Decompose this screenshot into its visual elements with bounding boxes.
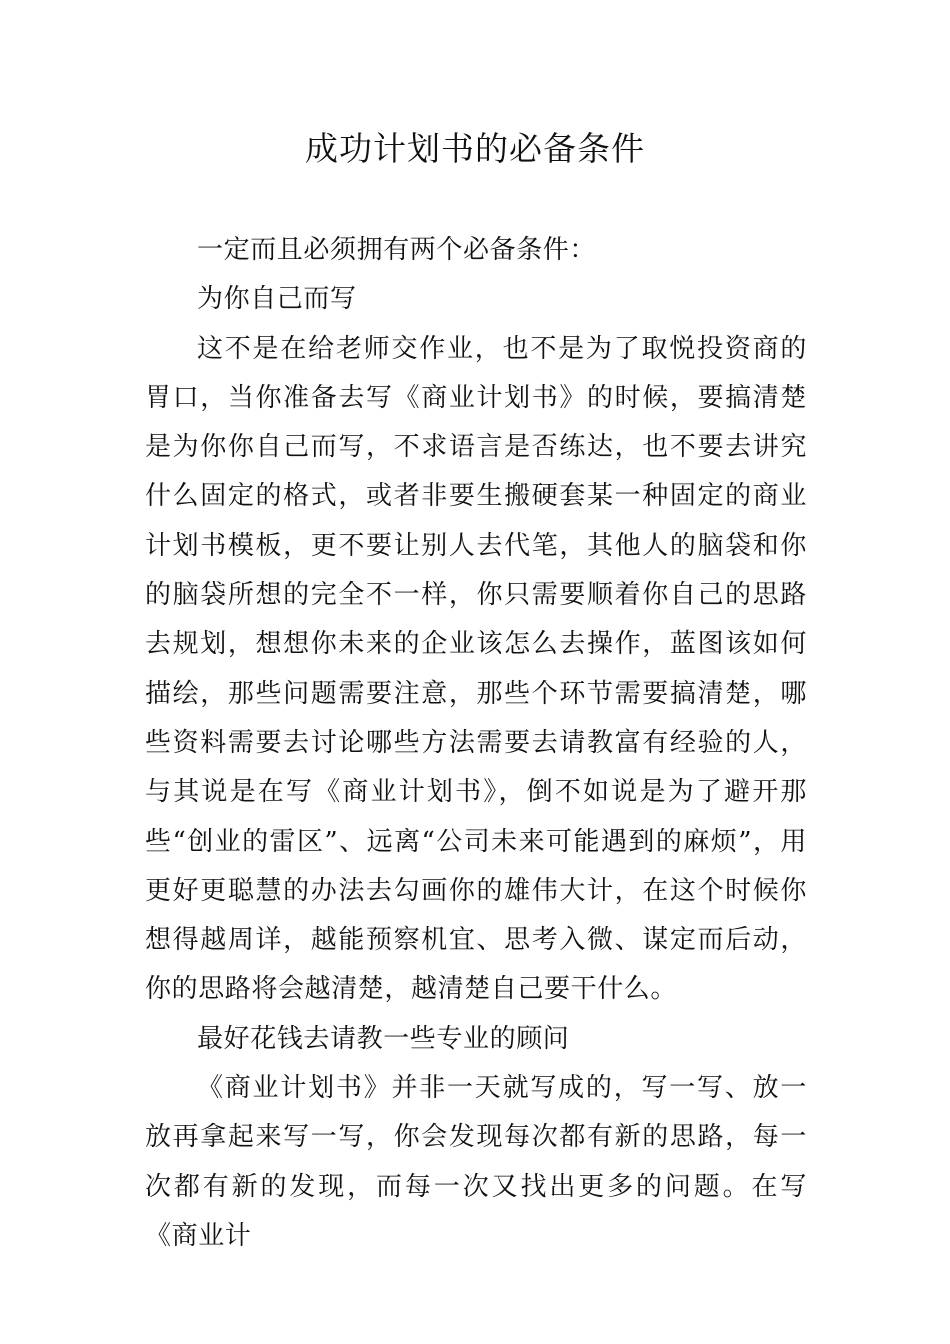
section-heading-write-for-yourself: 为你自己而写 [197,284,357,315]
section-heading-consult-advisors: 最好花钱去请教一些专业的顾问 [197,1023,570,1054]
document-body [145,226,807,1261]
paragraph-intro: 一定而且必须拥有两个必备条件： [197,235,597,265]
document-title: 成功计划书的必备条件 [305,129,645,168]
paragraph-consult-advisors: 《商业计划书》并非一天就写成的，写一写、放一放再拿起来写一写，你会发现每次都有新的思路，每一次都有新的发现，而每一次又找出更多的问题。在写《商业计 [145,1073,807,1251]
paragraph-write-for-yourself: 这不是在给老师交作业，也不是为了取悦投资商的胃口，当你准备去写《商业计划书》的时候，要搞清楚是为你你自己而写，不求语言是否练达，也不要去讲究什么固定的格式，或者非要生搬硬套某一种固定的商业计划书模板，更不要让别人去代笔，其他人的脑袋和你的脑袋所想的完全不一样，你只需要顺着你自己的思路去规划，想想你未来的企业该怎么去操作，蓝图该如何描绘，那些问题需要注意，那些个环节需要搞清楚，哪些资料需要去讨论哪些方法需要去请教富有经验的人，与其说是在写《商业计划书》，倒不如说是为了避开那些“创业的雷区”、远离“公司未来可能遇到的麻烦”，用更好更聪慧的办法去勾画你的雄伟大计，在这个时候你想得越周详，越能预察机宜、思考入微、谋定而后动，你的思路将会越清楚，越清楚自己要干什么。 [145,333,807,1005]
